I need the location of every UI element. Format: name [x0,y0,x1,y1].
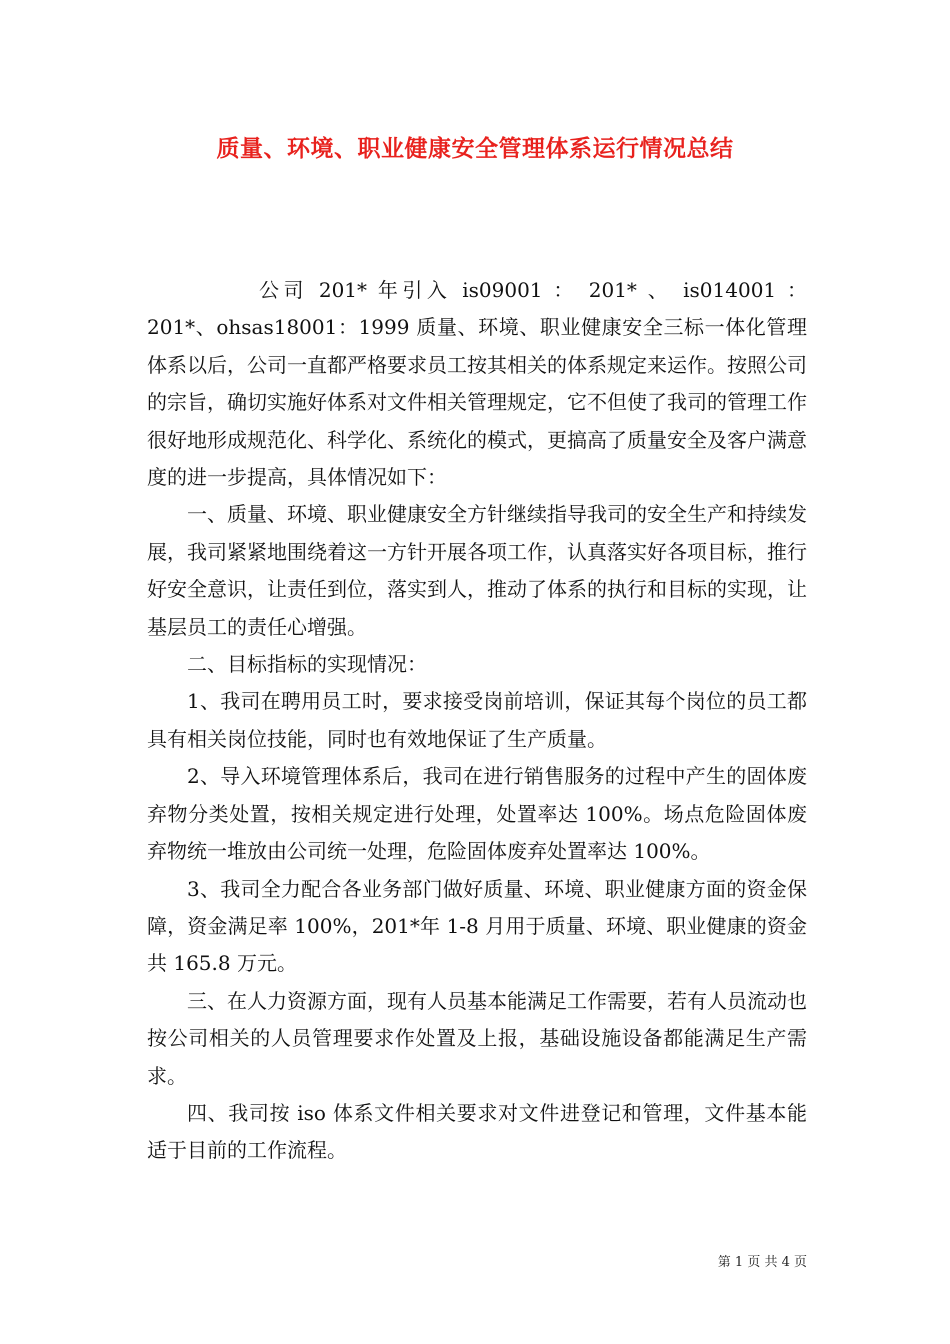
paragraph-section-4: 四、我司按 iso 体系文件相关要求对文件进登记和管理，文件基本能适于目前的工作流程。 [147,1100,807,1163]
paragraph-intro: 公司 201* 年引入 is09001 ： 201* 、 is014001 ： 201*、ohsas18001：1999 质量、环境、职业健康安全三标一体化管理体系以后，公司一直都严格要求员工按其相关的体系规定来运作。按照公司的宗旨，确切实施好体系对文件相关管理规定，它不但使了我司的管理工作很好地形成规范化、科学化、系统化的模式，更搞高了质量安全及客户满意度的进一步提高，具体情况如下： [147,278,807,490]
paragraph-item-1: 1、我司在聘用员工时，要求接受岗前培训，保证其每个岗位的员工都具有相关岗位技能，同时也有效地保证了生产质量。 [147,689,807,751]
paragraph-section-2-heading: 二、目标指标的实现情况： [187,652,427,677]
document-body [147,272,807,1170]
paragraph-section-3: 三、在人力资源方面，现有人员基本能满足工作需要，若有人员流动也按公司相关的人员管理要求作处置及上报，基础设施设备都能满足生产需求。 [147,988,807,1088]
page-number-footer: 第 1 页 共 4 页 [717,1255,807,1270]
paragraph-item-2: 2、导入环境管理体系后，我司在进行销售服务的过程中产生的固体废弃物分类处置，按相关规定进行处理，处置率达 100%。场点危险固体废弃物统一堆放由公司统一处理，危险固体废弃处置率达 100%。 [147,764,807,864]
paragraph-section-1: 一、质量、环境、职业健康安全方针继续指导我司的安全生产和持续发展，我司紧紧地围绕着这一方针开展各项工作，认真落实好各项目标，推行好安全意识，让责任到位，落实到人，推动了体系的执行和目标的实现，让基层员工的责任心增强。 [147,502,807,639]
paragraph-item-3: 3、我司全力配合各业务部门做好质量、环境、职业健康方面的资金保障，资金满足率 100%，201*年 1-8 月用于质量、环境、职业健康的资金共 165.8 万元。 [147,876,807,976]
document-title: 质量、环境、职业健康安全管理体系运行情况总结 [216,136,734,162]
